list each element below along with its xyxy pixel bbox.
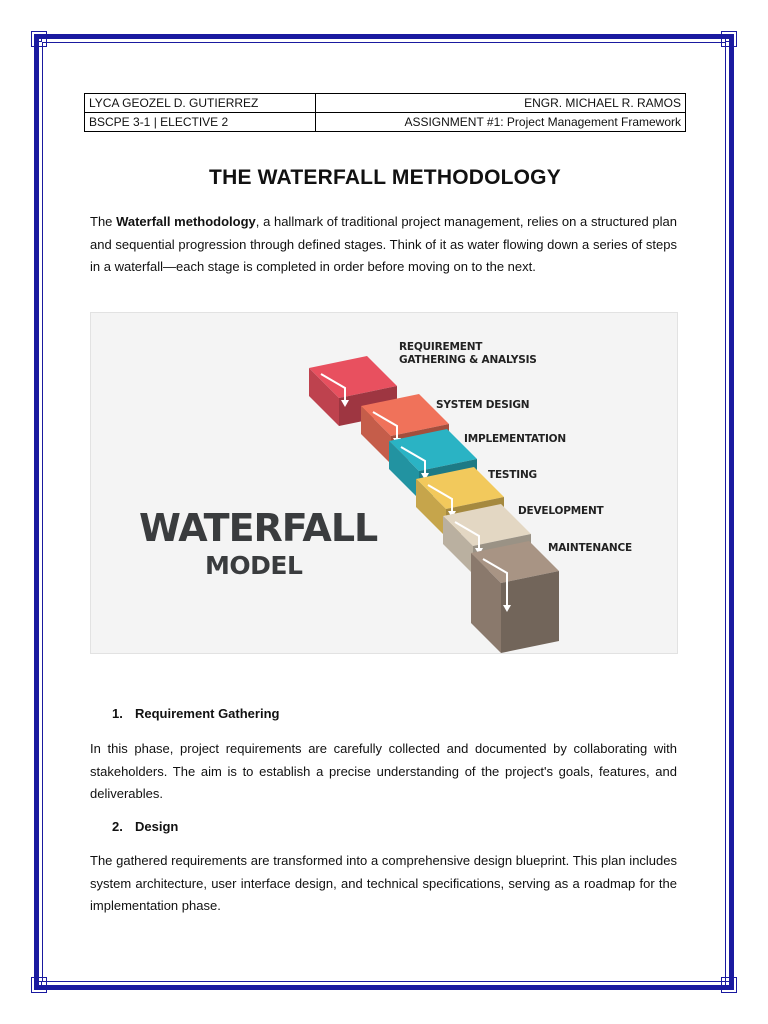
border-corner-ornament bbox=[31, 31, 47, 47]
stage-label-implementation: IMPLEMENTATION bbox=[464, 433, 566, 445]
step-side-maintenance bbox=[501, 571, 559, 653]
intro-bold-term: Waterfall methodology bbox=[116, 214, 256, 229]
waterfall-model-figure bbox=[90, 312, 678, 654]
header-table bbox=[84, 93, 686, 132]
instructor-name: ENGR. MICHAEL R. RAMOS bbox=[316, 94, 686, 113]
waterfall-stairs-graphic bbox=[91, 313, 679, 655]
section-heading-design: 2. Design bbox=[112, 819, 179, 834]
stage-label-requirement: REQUIREMENT GATHERING & ANALYSIS bbox=[399, 341, 537, 366]
section-body-requirement: In this phase, project requirements are carefully collected and documented by collaborating with stakeholders. The aim is to establish a precise understanding of the project's goals, features, and deliverables. bbox=[90, 741, 677, 801]
assignment-title: ASSIGNMENT #1: Project Management Framework bbox=[316, 113, 686, 132]
figure-title-waterfall: WATERFALL bbox=[139, 506, 378, 550]
stage-label-maintenance: MAINTENANCE bbox=[548, 542, 632, 554]
border-corner-ornament bbox=[721, 31, 737, 47]
author-name: LYCA GEOZEL D. GUTIERREZ bbox=[85, 94, 316, 113]
figure-title-model: MODEL bbox=[205, 551, 303, 580]
stage-label-development: DEVELOPMENT bbox=[518, 505, 604, 517]
stage-label-testing: TESTING bbox=[488, 469, 537, 481]
page-title: THE WATERFALL METHODOLOGY bbox=[209, 166, 561, 189]
section-heading-requirement: 1. Requirement Gathering bbox=[112, 706, 280, 721]
stage-label-system-design: SYSTEM DESIGN bbox=[436, 399, 530, 411]
border-corner-ornament bbox=[721, 977, 737, 993]
course-section: BSCPE 3-1 | ELECTIVE 2 bbox=[85, 113, 316, 132]
intro-paragraph: The Waterfall methodology, a hallmark of traditional project management, relies on a structured plan and sequential progression through defined stages. Think of it as water flowing down a series of steps in a waterfall—each stage is completed in order before moving on to the next. bbox=[90, 214, 677, 274]
section-body-design: The gathered requirements are transformed into a comprehensive design blueprint. This plan includes system architecture, user interface design, and technical specifications, serving as a roadmap for the implementation phase. bbox=[90, 853, 677, 913]
border-corner-ornament bbox=[31, 977, 47, 993]
